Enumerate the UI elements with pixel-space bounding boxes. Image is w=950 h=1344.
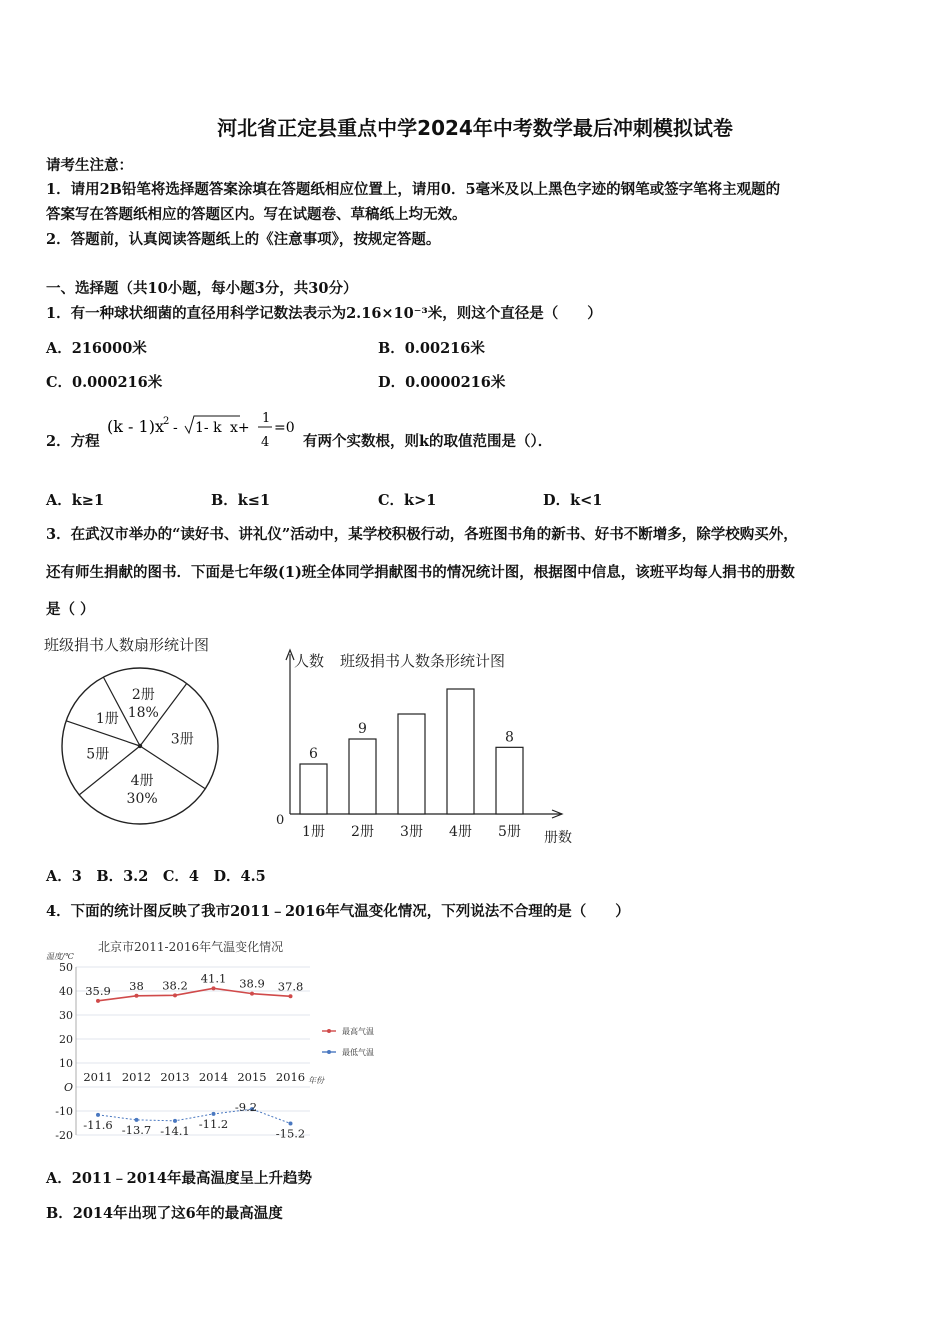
pie-slice-label: 4册 [130, 772, 154, 789]
line-data-label: 35.9 [85, 983, 111, 998]
bar-3 [398, 714, 425, 814]
line-point [173, 1119, 177, 1123]
bar-category-label: 1册 [302, 824, 325, 840]
svg-text:1: 1 [262, 411, 271, 426]
page-title: 河北省正定县重点中学2024年中考数学最后冲刺模拟试卷 [217, 116, 733, 140]
line-legend-marker [327, 1029, 331, 1033]
svg-text:4: 4 [261, 435, 270, 450]
q4-option-b: B．2014年出现了这6年的最高温度 [46, 1205, 283, 1222]
line-data-label: -13.7 [121, 1122, 152, 1137]
notice-line-1b: 答案写在答题纸相应的答题区内。写在试题卷、草稿纸上均无效。 [46, 206, 467, 223]
svg-text:(k - 1)x: (k - 1)x [107, 417, 164, 436]
bar-5 [496, 747, 523, 814]
q2-equation [106, 402, 302, 462]
bar-category-label: 3册 [400, 824, 423, 840]
line-title: 北京市2011-2016年气温变化情况 [98, 940, 284, 954]
q3-options: A．3 B．3.2 C．4 D．4.5 [46, 868, 266, 885]
pie-chart [40, 630, 240, 834]
pie-slice-percent: 30% [126, 790, 158, 807]
q1-stem: 1．有一种球状细菌的直径用科学记数法表示为2.16×10⁻³米，则这个直径是（ ） [46, 305, 602, 322]
line-point [96, 1113, 100, 1117]
pie-slice-percent: 18% [127, 705, 159, 722]
line-chart [40, 935, 400, 1149]
bar-title: 班级捐书人数条形统计图 [340, 652, 506, 670]
svg-text:1- k: 1- k [195, 420, 222, 436]
line-data-label: 38.9 [239, 976, 265, 991]
line-legend-label: 最低气温 [342, 1048, 374, 1057]
pie-slice-label: 1册 [95, 711, 119, 728]
line-x-tick: 2013 [160, 1070, 190, 1084]
q2-option-c: C．k>1 [378, 492, 437, 509]
pie-center-dot [138, 744, 142, 748]
notice-line-2: 2．答题前，认真阅读答题纸上的《注意事项》，按规定答题。 [46, 231, 441, 248]
line-data-label: -11.6 [83, 1117, 113, 1132]
line-x-tick: 2016 [275, 1070, 306, 1084]
bar-1 [300, 764, 327, 814]
line-y-tick: O [63, 1081, 73, 1094]
line-y-label: 温度/℃ [46, 952, 74, 961]
line-data-label: -9.2 [234, 1100, 258, 1115]
q1-option-a: A．216000米 [46, 340, 147, 357]
pie-slice-label: 5册 [86, 746, 110, 763]
line-data-label: -14.1 [160, 1123, 190, 1138]
line-x-tick: 2011 [83, 1070, 113, 1084]
bar-chart [270, 646, 590, 850]
pie-title: 班级捐书人数扇形统计图 [44, 636, 210, 654]
line-data-label: 37.8 [277, 979, 304, 994]
q2-suffix: 有两个实数根，则k的取值范围是（）． [303, 433, 553, 450]
q2-option-b: B．k≤1 [211, 492, 271, 509]
bar-origin-label: 0 [276, 813, 285, 828]
line-x-tick: 2012 [121, 1070, 152, 1084]
bar-x-label: 册数 [544, 830, 572, 846]
line-point [289, 994, 293, 998]
line-data-label: 38 [129, 978, 144, 993]
q2-option-a: A．k≥1 [46, 492, 105, 509]
bar-2 [349, 739, 376, 814]
notice-heading: 请考生注意： [46, 157, 133, 174]
line-y-tick: 50 [59, 961, 73, 974]
line-legend-marker [327, 1050, 331, 1054]
svg-text:x+: x+ [230, 420, 250, 436]
line-y-tick: 10 [59, 1057, 73, 1070]
q4-option-a: A．2011﹣2014年最高温度呈上升趋势 [46, 1170, 312, 1187]
svg-text:=0: =0 [274, 420, 295, 436]
line-x-label: 年份 [308, 1076, 324, 1085]
bar-value-label: 8 [505, 729, 514, 746]
line-point [96, 999, 100, 1003]
line-point [135, 994, 139, 998]
q2-option-d: D．k<1 [543, 492, 603, 509]
line-y-tick: 40 [59, 985, 73, 998]
pie-slice-label: 3册 [170, 731, 194, 748]
bar-category-label: 4册 [449, 824, 472, 840]
line-data-label: -11.2 [198, 1116, 229, 1131]
q1-option-d: D．0.0000216米 [378, 374, 506, 391]
line-point [250, 992, 254, 996]
q3-line-3: 是（ ） [46, 601, 95, 618]
q1-option-c: C．0.000216米 [46, 374, 163, 391]
line-point [173, 993, 177, 997]
line-point [135, 1118, 139, 1122]
line-y-tick: -10 [55, 1105, 73, 1118]
line-data-label: 38.2 [162, 978, 188, 993]
q2-prefix: 2．方程 [46, 433, 100, 450]
svg-text:2: 2 [163, 416, 170, 427]
line-data-label: 41.1 [200, 971, 227, 986]
line-legend-label: 最高气温 [342, 1027, 374, 1036]
line-x-tick: 2014 [198, 1070, 229, 1084]
bar-4 [447, 689, 474, 814]
bar-value-label: 6 [309, 746, 318, 762]
bar-value-label: 9 [358, 721, 367, 737]
line-point [289, 1121, 293, 1125]
notice-line-1a: 1．请用2B铅笔将选择题答案涂填在答题纸相应位置上，请用0．5毫米及以上黑色字迹的钢笔或签字笔将主观题的 [46, 181, 781, 198]
svg-text:-: - [173, 420, 178, 436]
bar-category-label: 5册 [498, 824, 521, 840]
line-point [212, 986, 216, 990]
bar-y-label: 人数 [294, 652, 325, 670]
q4-stem: 4．下面的统计图反映了我市2011﹣2016年气温变化情况，下列说法不合理的是（ ） [46, 903, 630, 920]
line-data-label: -15.2 [275, 1126, 306, 1141]
line-point [212, 1112, 216, 1116]
bar-category-label: 2册 [351, 824, 374, 840]
line-y-tick: 20 [59, 1033, 73, 1046]
q3-line-1: 3．在武汉市举办的“读好书、讲礼仪”活动中，某学校积极行动，各班图书角的新书、好书不断增多，除学校购买外， [46, 526, 798, 543]
pie-slice-label: 2册 [131, 687, 155, 704]
section-heading: 一、选择题（共10小题，每小题3分，共30分） [46, 280, 358, 297]
line-y-tick: -20 [55, 1129, 73, 1142]
line-x-tick: 2015 [237, 1070, 267, 1084]
q3-line-2: 还有师生捐献的图书．下面是七年级(1)班全体同学捐献图书的情况统计图，根据图中信息，该班平均每人捐书的册数 [46, 564, 795, 581]
q1-option-b: B．0.00216米 [378, 340, 485, 357]
line-y-tick: 30 [59, 1009, 73, 1022]
